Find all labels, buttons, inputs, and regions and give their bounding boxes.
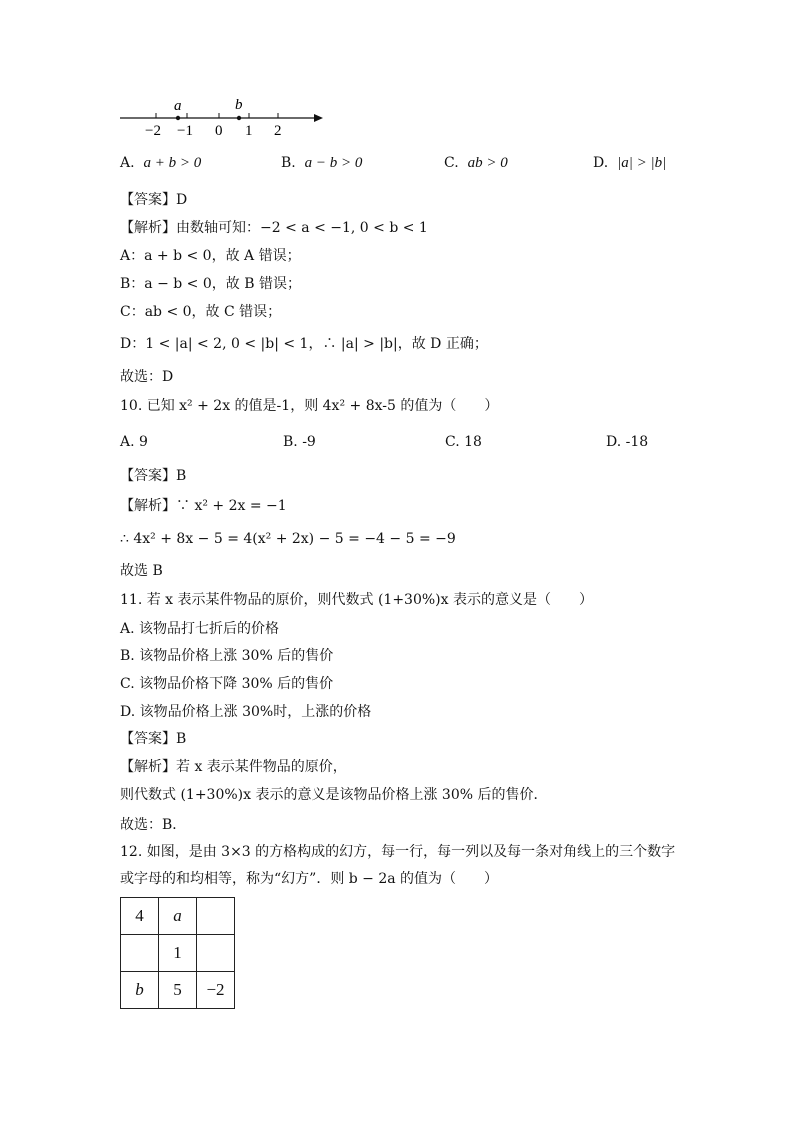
q9-option-a: A. a + b > 0 [120, 155, 202, 171]
grid-cell: 1 [159, 935, 197, 972]
q11-option-b: B. 该物品价格上涨 30% 后的售价 [120, 648, 334, 664]
q11-option-a: A. 该物品打七折后的价格 [120, 621, 280, 637]
grid-cell: 5 [159, 972, 197, 1009]
grid-cell: a [159, 898, 197, 935]
q9-analysis-line: 故选：D [120, 369, 174, 385]
q9-analysis-line: C：ab < 0，故 C 错误； [120, 304, 282, 320]
q11-option-d: D. 该物品价格上涨 30%时，上涨的价格 [120, 704, 372, 720]
q11-analysis-line: 则代数式 (1+30%)x 表示的意义是该物品价格上涨 30% 后的售价． [120, 787, 548, 803]
q9-answer: 【答案】D [120, 192, 188, 208]
point-a [176, 116, 180, 120]
q9-analysis-line: D：1 < |a| < 2, 0 < |b| < 1，∴ |a| > |b|，故 D 正确； [120, 336, 488, 352]
grid-cell [197, 935, 235, 972]
q9-analysis-line: A：a + b < 0，故 A 错误； [120, 248, 301, 264]
q11-analysis-line: 【解析】若 x 表示某件物品的原价， [120, 759, 347, 775]
q9-option-b: B. a − b > 0 [281, 155, 363, 171]
q12-stem-line: 12. 如图，是由 3×3 的方格构成的幻方，每一行，每一列以及每一条对角线上的三个数字 [120, 844, 676, 860]
q10-answer: 【答案】B [120, 468, 187, 484]
tick-label-1: 1 [245, 123, 253, 139]
q9-option-d: D. |a| > |b| [593, 155, 667, 171]
point-b [237, 116, 241, 120]
q10-option-a: A. 9 [120, 434, 148, 450]
q10-analysis-line: 【解析】∵ x² + 2x = −1 [120, 498, 287, 514]
grid-cell [197, 898, 235, 935]
number-line-arrow [314, 114, 323, 122]
q10-option-c: C. 18 [445, 434, 482, 450]
q12-stem-line: 或字母的和均相等，称为“幻方”．则 b − 2a 的值为（ ） [120, 871, 499, 887]
q10-analysis-line: 故选 B [120, 563, 163, 579]
grid-cell [121, 935, 159, 972]
q9-analysis-line: B：a − b < 0，故 B 错误； [120, 276, 301, 292]
q9-option-c: C. ab > 0 [444, 155, 508, 171]
grid-row [121, 935, 235, 972]
number-line-figure [115, 92, 330, 140]
q9-analysis-line: 【解析】由数轴可知：−2 < a < −1, 0 < b < 1 [120, 220, 428, 236]
grid-cell: b [121, 972, 159, 1009]
q11-stem: 11. 若 x 表示某件物品的原价，则代数式 (1+30%)x 表示的意义是（ ） [120, 592, 593, 608]
q11-analysis-line: 故选：B． [120, 817, 187, 833]
q10-option-d: D. -18 [606, 434, 649, 450]
magic-square-grid [120, 897, 235, 1009]
q11-answer: 【答案】B [120, 731, 187, 747]
grid-row [121, 972, 235, 1009]
grid-cell: 4 [121, 898, 159, 935]
q10-option-b: B. -9 [283, 434, 316, 450]
tick-label-2: 2 [274, 123, 282, 139]
label-a: a [174, 98, 182, 114]
tick-label-0: 0 [215, 123, 223, 139]
grid-cell: −2 [197, 972, 235, 1009]
tick-label-neg2: −2 [145, 123, 161, 139]
q11-option-c: C. 该物品价格下降 30% 后的售价 [120, 676, 334, 692]
label-b: b [235, 97, 243, 113]
q10-stem: 10. 已知 x² + 2x 的值是-1，则 4x² + 8x-5 的值为（ ） [120, 398, 499, 414]
q10-analysis-line: ∴ 4x² + 8x − 5 = 4(x² + 2x) − 5 = −4 − 5 = −9 [120, 531, 456, 547]
grid-row [121, 898, 235, 935]
tick-label-neg1: −1 [177, 123, 193, 139]
